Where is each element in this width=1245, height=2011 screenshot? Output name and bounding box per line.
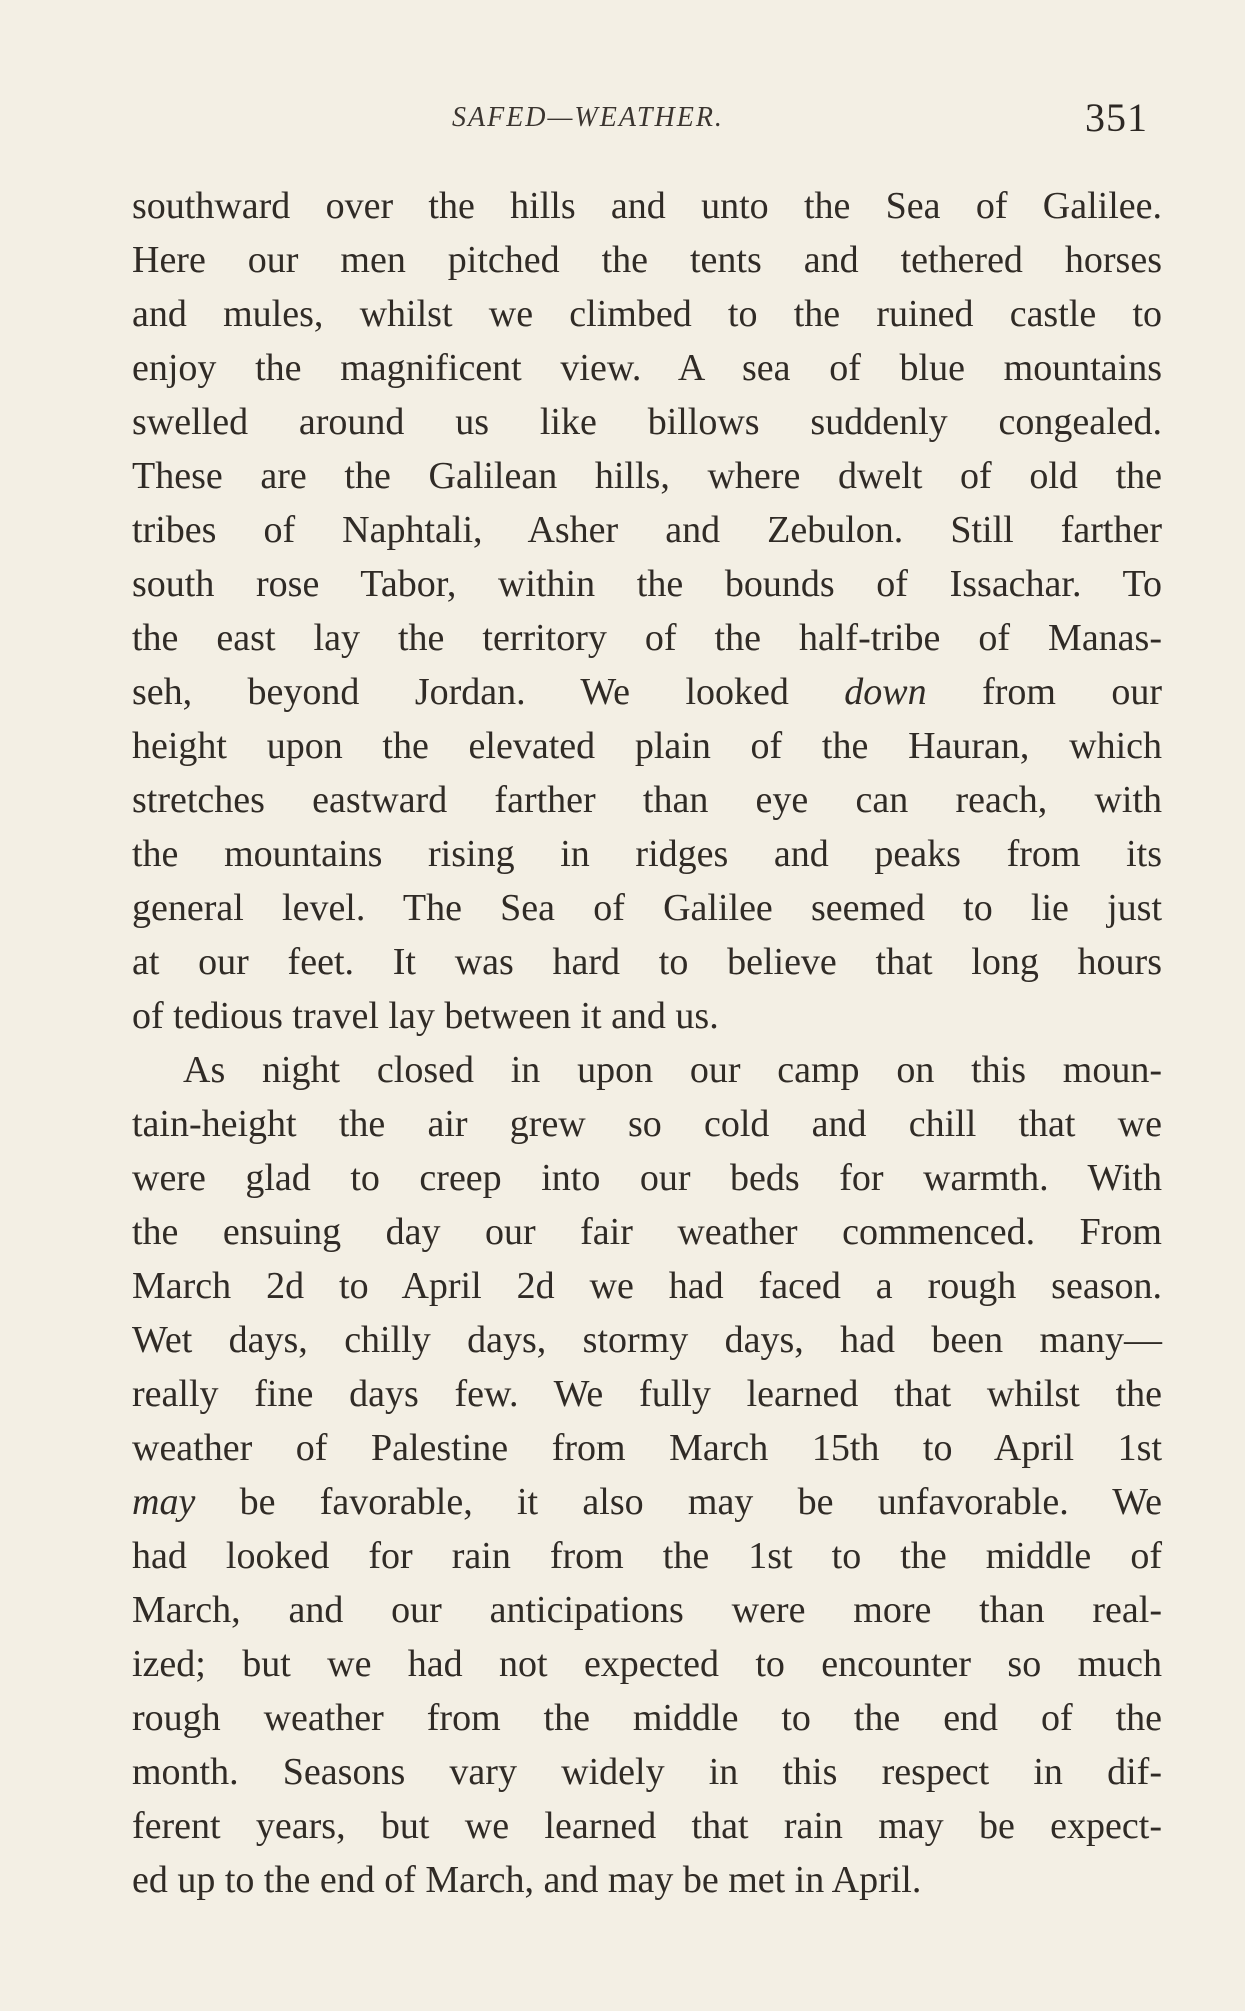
text-segment: seh, beyond Jordan. We looked xyxy=(132,671,845,713)
text-line: tain-height the air grew so cold and chill that we xyxy=(132,1103,1162,1145)
text-line: ferent years, but we learned that rain may be expect- xyxy=(132,1805,1162,1847)
text-line: really fine days few. We fully learned that whilst the xyxy=(132,1373,1162,1415)
text-line: month. Seasons vary widely in this respect in dif- xyxy=(132,1751,1162,1793)
text-line: tribes of Naphtali, Asher and Zebulon. Still farther xyxy=(132,509,1162,551)
text-line: Here our men pitched the tents and tethered horses xyxy=(132,239,1162,281)
text-line: the mountains rising in ridges and peaks from its xyxy=(132,833,1162,875)
running-head: SAFED—WEATHER. xyxy=(452,102,724,133)
text-line: swelled around us like billows suddenly congealed. xyxy=(132,401,1162,443)
text-line: south rose Tabor, within the bounds of Issachar. To xyxy=(132,563,1162,605)
text-line: general level. The Sea of Galilee seemed to lie just xyxy=(132,887,1162,929)
text-line: March 2d to April 2d we had faced a rough season. xyxy=(132,1265,1162,1307)
text-line: the ensuing day our fair weather commenced. From xyxy=(132,1211,1162,1253)
text-line: the east lay the territory of the half-tribe of Manas- xyxy=(132,617,1162,659)
body-text xyxy=(132,179,1162,1907)
text-line: ized; but we had not expected to encounter so much xyxy=(132,1643,1162,1685)
text-line: These are the Galilean hills, where dwelt of old the xyxy=(132,455,1162,497)
text-segment: be favorable, it also may be unfavorable. We xyxy=(195,1481,1162,1523)
text-line: stretches eastward farther than eye can reach, with xyxy=(132,779,1162,821)
text-line: Wet days, chilly days, stormy days, had been many— xyxy=(132,1319,1162,1361)
text-line: March, and our anticipations were more than real- xyxy=(132,1589,1162,1631)
text-line: rough weather from the middle to the end of the xyxy=(132,1697,1162,1739)
text-line xyxy=(132,665,1162,719)
text-line: enjoy the magnificent view. A sea of blue mountains xyxy=(132,347,1162,389)
page-header xyxy=(0,92,1245,142)
text-line: were glad to creep into our beds for warmth. With xyxy=(132,1157,1162,1199)
text-line: at our feet. It was hard to believe that long hours xyxy=(132,941,1162,983)
italic-word: may xyxy=(132,1481,196,1523)
text-line: southward over the hills and unto the Sea of Galilee. xyxy=(132,185,1162,227)
text-line xyxy=(132,1475,1162,1529)
text-segment: from our xyxy=(926,671,1162,713)
page-number: 351 xyxy=(1085,95,1148,140)
text-line: height upon the elevated plain of the Hauran, which xyxy=(132,725,1162,767)
text-line: ed up to the end of March, and may be met in April. xyxy=(132,1859,922,1901)
text-line: and mules, whilst we climbed to the ruined castle to xyxy=(132,293,1162,335)
text-line: weather of Palestine from March 15th to April 1st xyxy=(132,1427,1162,1469)
text-line: As night closed in upon our camp on this moun- xyxy=(183,1049,1162,1091)
text-line: had looked for rain from the 1st to the middle of xyxy=(132,1535,1162,1577)
text-line: of tedious travel lay between it and us. xyxy=(132,995,719,1037)
italic-word: down xyxy=(844,671,927,713)
